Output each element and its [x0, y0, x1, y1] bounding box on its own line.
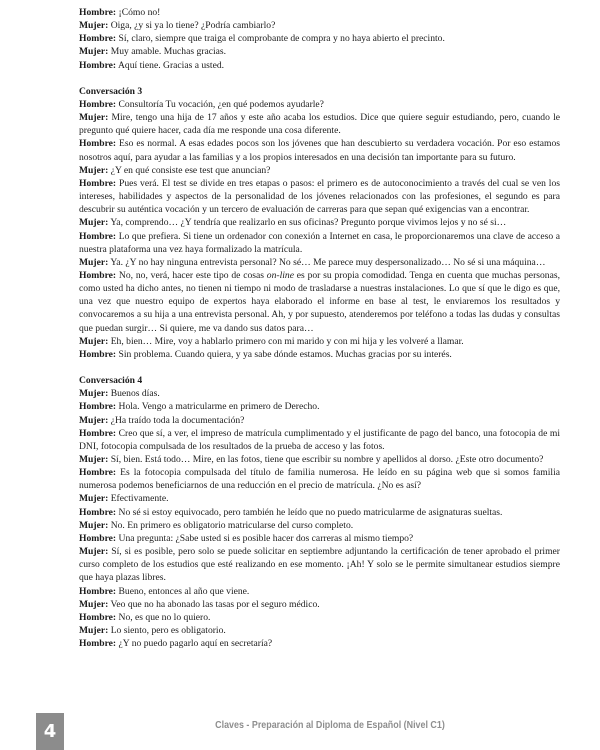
- section-heading: Conversación 3: [79, 85, 143, 97]
- dialogue-line: [79, 611, 560, 624]
- speaker-label: Mujer:: [79, 388, 109, 400]
- dialogue-line: [79, 624, 560, 637]
- dialogue-text: Creo que sí, a ver, el impreso de matrícula cumplimentado y el justificante de pago del banco, una fotocopia de mi DNI, fotocopia compulsada de los resultados de la prueba de acceso y las fotos.: [79, 427, 560, 452]
- speaker-label: Hombre:: [79, 230, 117, 242]
- dialogue-text: Una pregunta: ¿Sabe usted si es posible hacer dos carreras al mismo tiempo?: [116, 532, 414, 544]
- dialogue-text: Ya, comprendo… ¿Y tendría que realizarlo en sus oficinas? Pregunto porque vivimos lejos y no sé si…: [108, 217, 507, 229]
- speaker-label: Hombre:: [79, 33, 117, 45]
- dialogue-text: Oiga, ¿y si ya lo tiene? ¿Podría cambiarlo?: [108, 20, 276, 32]
- speaker-label: Mujer:: [79, 493, 109, 505]
- dialogue-line: [79, 111, 560, 137]
- speaker-label: Hombre:: [79, 348, 117, 360]
- dialogue-line: [79, 519, 560, 532]
- speaker-label: Hombre:: [79, 177, 117, 189]
- speaker-label: Mujer:: [79, 217, 109, 229]
- page-footer: [0, 713, 600, 750]
- dialogue-text: Sí, claro, siempre que traiga el comprobante de compra y no haya abierto el precinto.: [116, 33, 445, 45]
- dialogue-text: Sí, si es posible, pero solo se puede solicitar en septiembre adjuntando la certificación de tener aprobado el primer curso completo de los estudios que esté realizando en ese momento. ¡Ah! Y solo se le permite simultanear estudios siempre que haya plazas libres.: [79, 546, 560, 584]
- dialogue-line: [79, 637, 560, 650]
- dialogue-text: Sí, bien. Está todo… Mire, en las fotos, tiene que escribir su nombre y apellidos al dorso. ¿Este otro documento?: [108, 454, 544, 465]
- speaker-label: Hombre:: [79, 98, 117, 110]
- conversation-3: [79, 85, 560, 361]
- transcript-body: [79, 6, 560, 650]
- dialogue-text: ¿Y no puedo pagarlo aquí en secretaría?: [116, 638, 273, 650]
- dialogue-line: [79, 256, 560, 269]
- dialogue-text: ¡Cómo no!: [116, 7, 161, 18]
- dialogue-text: Aquí tiene. Gracias a usted.: [116, 59, 225, 71]
- dialogue-line: [79, 348, 560, 361]
- dialogue-line: [79, 98, 560, 111]
- dialogue-line: [79, 137, 560, 163]
- speaker-label: Mujer:: [79, 164, 109, 176]
- dialogue-line: [79, 492, 560, 505]
- dialogue-text: Veo que no ha abonado las tasas por el seguro médico.: [108, 598, 320, 610]
- dialogue-line: [79, 400, 560, 413]
- dialogue-line: [79, 230, 560, 256]
- dialogue-text: No, no, verá, hacer este tipo de cosas: [116, 269, 267, 281]
- footer-title: Claves - Preparación al Diploma de Español (Nivel C1): [215, 719, 445, 731]
- dialogue-text: Ya. ¿Y no hay ninguna entrevista personal? No sé… Me parece muy despersonalizado… No sé si una máquina…: [108, 256, 546, 268]
- dialogue-text: Mire, tengo una hija de 17 años y este año acaba los estudios. Dice que quiere seguir estudiando, pero, cuando le pregunto qué quiere hacer, cada día me responde una cosa diferente.: [79, 112, 560, 137]
- dialogue-text: No, es que no lo quiero.: [116, 611, 211, 623]
- speaker-label: Hombre:: [79, 467, 117, 479]
- italic-term: on-line: [266, 269, 294, 281]
- dialogue-text: Bueno, entonces al año que viene.: [116, 585, 250, 597]
- dialogue-text: Eso es normal. A esas edades pocos son los jóvenes que han descubierto su verdadera vocación. Por eso estamos nosotros aquí, para ayudar a las familias y a los propios interesados en una decisión tan importante para su futuro.: [79, 138, 560, 163]
- speaker-label: Hombre:: [79, 7, 117, 18]
- speaker-label: Mujer:: [79, 112, 109, 124]
- dialogue-text: Sin problema. Cuando quiera, y ya sabe dónde estamos. Muchas gracias por su interés.: [116, 348, 452, 360]
- dialogue-text: Eh, bien… Mire, voy a hablarlo primero con mi marido y con mi hija y les volveré a llamar.: [108, 335, 464, 347]
- speaker-label: Hombre:: [79, 427, 117, 439]
- dialogue-line: [79, 164, 560, 177]
- dialogue-line: [79, 387, 560, 400]
- dialogue-line: [79, 19, 560, 32]
- dialogue-text: No. En primero es obligatorio matricularse del curso completo.: [108, 519, 354, 531]
- dialogue-line: [79, 598, 560, 611]
- dialogue-text: es por su propia comodidad. Tenga en cuenta que muchas personas, como usted ha dicho antes, no tienen ni tiempo ni modo de trasladarse a nuestras instalaciones. Lo que sí que le digo es que, una vez que nuestro equipo de expertos haya elaborado el informe en base al test, le enviaremos los resultados y convocaremos a su hija a una entrevista personal. Ah, y por supuesto, atenderemos por teléfono a todas las dudas y consultas que puedan surgir… Si quiere, me va dando sus datos para…: [79, 269, 560, 334]
- dialogue-line: [79, 506, 560, 519]
- speaker-label: Mujer:: [79, 256, 109, 268]
- dialogue-text: Muy amable. Muchas gracias.: [108, 46, 227, 58]
- dialogue-line: [79, 532, 560, 545]
- dialogue-line: [79, 269, 560, 335]
- speaker-label: Mujer:: [79, 454, 109, 465]
- speaker-label: Mujer:: [79, 46, 109, 58]
- dialogue-text: Lo siento, pero es obligatorio.: [108, 625, 226, 637]
- dialogue-text: ¿Y en qué consiste ese test que anuncian?: [108, 164, 271, 176]
- speaker-label: Mujer:: [79, 414, 109, 426]
- speaker-label: Hombre:: [79, 638, 117, 650]
- conversation-4: [79, 374, 560, 650]
- dialogue-text: Lo que prefiera. Si tiene un ordenador con conexión a Internet en casa, le proporcionaremos una clave de acceso a nuestra plataforma una vez haya formalizado la matrícula.: [79, 230, 560, 255]
- dialogue-line: [79, 6, 560, 19]
- dialogue-line: [79, 177, 560, 216]
- dialogue-text: Efectivamente.: [108, 493, 169, 505]
- dialogue-line: [79, 414, 560, 427]
- dialogue-line: [79, 453, 560, 466]
- speaker-label: Hombre:: [79, 506, 117, 518]
- speaker-label: Hombre:: [79, 138, 117, 150]
- dialogue-line: [79, 32, 560, 45]
- speaker-label: Hombre:: [79, 401, 117, 413]
- dialogue-line: [79, 59, 560, 72]
- dialogue-text: Hola. Vengo a matricularme en primero de Derecho.: [116, 401, 320, 413]
- dialogue-line: [79, 585, 560, 598]
- dialogue-line: [79, 466, 560, 492]
- speaker-label: Hombre:: [79, 59, 117, 71]
- speaker-label: Mujer:: [79, 335, 109, 347]
- speaker-label: Hombre:: [79, 585, 117, 597]
- dialogue-line: [79, 427, 560, 453]
- dialogue-text: Es la fotocopia compulsada del título de familia numerosa. He leído en su página web que si somos familia numerosa podemos beneficiarnos de una reducción en el precio de matrícula. ¿No es así?: [79, 467, 560, 492]
- speaker-label: Mujer:: [79, 598, 109, 610]
- dialogue-text: No sé si estoy equivocado, pero también he leído que no puedo matricularme de asignaturas sueltas.: [116, 506, 503, 518]
- dialogue-text: Pues verá. El test se divide en tres etapas o pasos: el primero es de autoconocimiento a través del cual se ven los intereses, habilidades y aspectos de la personalidad de los jóvenes relacionados con las profesiones, el segundo es para descubrir su auténtica vocación y un tercero de evaluación de carreras para que sepan qué exigencias van a encontrar.: [79, 177, 560, 216]
- dialogue-line: [79, 216, 560, 229]
- speaker-label: Mujer:: [79, 546, 109, 558]
- dialogue-line: [79, 335, 560, 348]
- dialogue-text: ¿Ha traído toda la documentación?: [108, 414, 245, 426]
- dialogue-line: [79, 45, 560, 58]
- speaker-label: Hombre:: [79, 269, 117, 281]
- dialogue-line: [79, 545, 560, 584]
- speaker-label: Mujer:: [79, 625, 109, 637]
- dialogue-text: Buenos días.: [108, 388, 160, 400]
- speaker-label: Mujer:: [79, 20, 109, 32]
- page-number: 4: [36, 713, 64, 750]
- speaker-label: Mujer:: [79, 519, 109, 531]
- dialogue-text: Consultoría Tu vocación, ¿en qué podemos ayudarle?: [116, 98, 324, 110]
- section-heading: Conversación 4: [79, 375, 143, 387]
- speaker-label: Hombre:: [79, 532, 117, 544]
- speaker-label: Hombre:: [79, 611, 117, 623]
- conversation-2-tail: [79, 6, 560, 72]
